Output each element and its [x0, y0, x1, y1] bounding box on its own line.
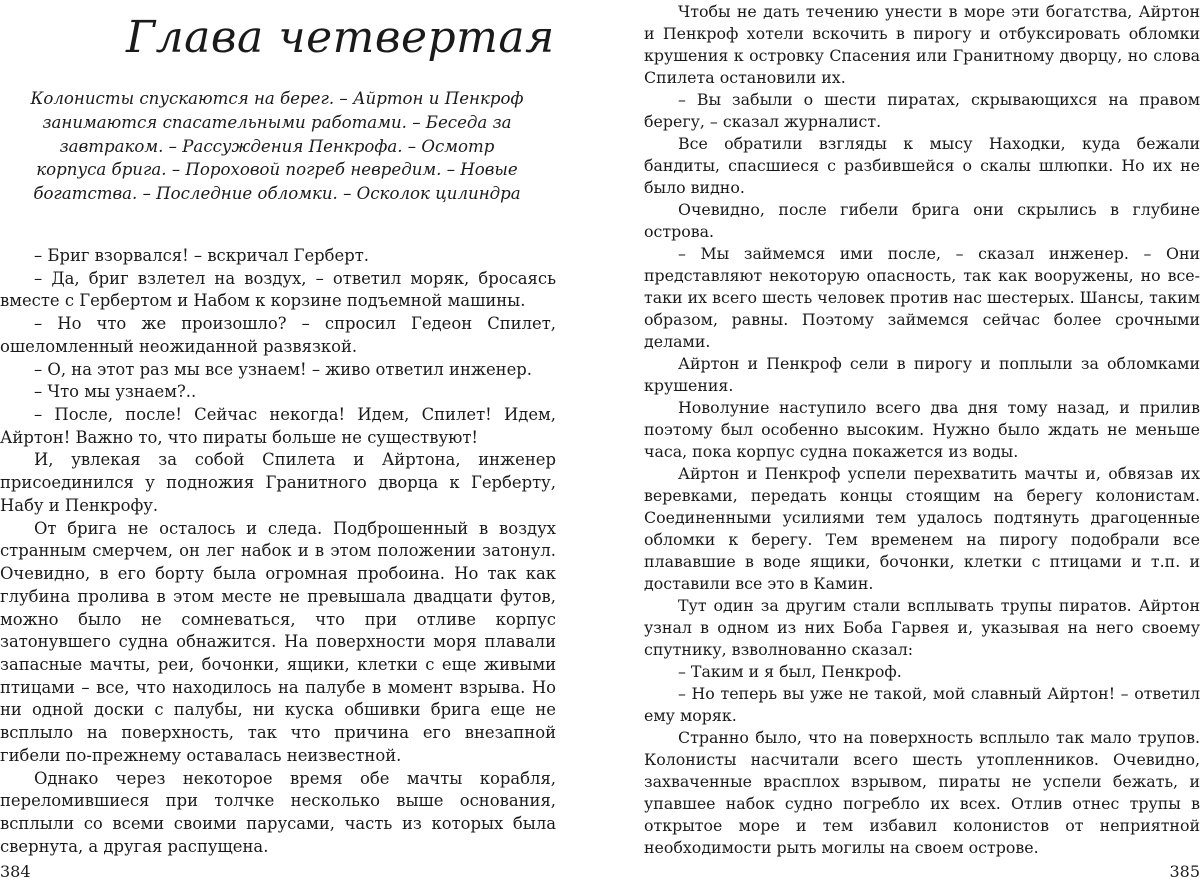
paragraph: Айртон и Пенкроф успели перехватить мачты и, обвязав их веревками, передать концы стоящим на берегу колонистам. Соединенными усилиями тем удалось подтянуть драгоценные обломки к берегу. Тем временем на пирогу подобрали все плававшие в воде ящики, бочонки, клетки с птицами и т.п. и доставили все это в Камин.	[644, 464, 1200, 593]
right-page-body	[644, 1, 1200, 859]
paragraph: – Что мы узнаем?..	[34, 382, 197, 402]
paragraph: – О, на этот раз мы все узнаем! – живо ответил инженер.	[34, 359, 532, 379]
paragraph: Тут один за другим стали всплывать трупы пиратов. Айртон узнал в одном из них Боба Гарвея и, указывая на него своему спутнику, взволнованно сказал:	[644, 596, 1200, 659]
chapter-summary: Колонисты спускаются на берег. – Айртон и Пенкроф занимаются спасательными работами. – Беседа за завтраком. – Рассуждения Пенкрофа. – Осмотр корпуса брига. – Пороховой погреб невредим. – Новые богатства. – Последние обломки. – Осколок цилиндра	[30, 89, 524, 204]
paragraph: Странно было, что на поверхность всплыло так мало трупов. Колонисты насчитали всего шесть утопленников. Очевидно, захваченные врасплох взрывом, пираты не успели бежать, и упавшее набок судно погребло их всех. Отлив отнес трупы в открытое море и тем избавил колонистов от неприятной необходимости рыть могилы на своем острове.	[644, 728, 1200, 857]
paragraph: – Бриг взорвался! – вскричал Герберт.	[34, 246, 370, 265]
chapter-title: Глава четвертая	[126, 12, 555, 63]
paragraph: – Мы займемся ими после, – сказал инженер. – Они представляют некоторую опасность, так как вооружены, но все-таки их всего шесть человек против нас шестерых. Шансы, таким образом, равны. Поэтому займемся сейчас более срочными делами.	[644, 244, 1200, 351]
paragraph: – После, после! Сейчас некогда! Идем, Спилет! Идем, Айртон! Важно то, что пираты больше не существуют!	[0, 405, 556, 447]
paragraph: – Но что же произошло? – спросил Гедеон Спилет, ошеломленный неожиданной развязкой.	[0, 314, 556, 356]
paragraph: – Таким и я был, Пенкроф.	[678, 662, 902, 681]
paragraph: Очевидно, после гибели брига они скрылись в глубине острова.	[644, 200, 1200, 241]
paragraph: От брига не осталось и следа. Подброшенный в воздух странным смерчем, он лег набок и в этом положении затонул. Очевидно, в его борту была огромная пробоина. Но так как глубина пролива в этом месте не превышала двадцати футов, можно было не сомневаться, что при отливе корпус затонувшего судна обнажится. На поверхности моря плавали запасные мачты, реи, бочонки, ящики, клетки с еще живыми птицами – все, что находилось на палубе в момент взрыва. Но ни одной доски с палубы, ни куска обшивки брига еще не всплыло на поверхность, так что причина его внезапной гибели по-прежнему оставалась неизвестной.	[0, 518, 556, 765]
paragraph: Чтобы не дать течению унести в море эти богатства, Айртон и Пенкроф хотели вскочить в пирогу и отбуксировать обломки крушения к островку Спасения или Гранитному дворцу, но слова Спилета остановили их.	[644, 2, 1200, 87]
paragraph: – Но теперь вы уже не такой, мой славный Айртон! – ответил ему моряк.	[644, 684, 1200, 725]
paragraph: – Вы забыли о шести пиратах, скрывающихся на правом берегу, – сказал журналист.	[644, 90, 1200, 131]
page-number: 384	[0, 862, 31, 881]
left-page-body	[0, 245, 556, 858]
paragraph: Новолуние наступило всего два дня тому назад, и прилив поэтому был особенно высоким. Нужно было ждать не меньше часа, пока корпус судна покажется из воды.	[644, 398, 1200, 461]
paragraph: – Да, бриг взлетел на воздух, – ответил моряк, бросаясь вместе с Гербертом и Набом к корзине подъемной машины.	[0, 268, 556, 311]
paragraph: Однако через некоторое время обе мачты корабля, переломившиеся при толчке несколько выше основания, всплыли со всеми своими парусами, часть из которых была свернута, а другая распущена.	[0, 768, 556, 856]
paragraph: Все обратили взгляды к мысу Находки, куда бежали бандиты, спасшиеся с разбившейся о скалы шлюпки. Но их не было видно.	[644, 134, 1200, 197]
left-page	[0, 0, 556, 886]
right-page	[644, 0, 1200, 886]
paragraph: Айртон и Пенкроф сели в пирогу и поплыли за обломками крушения.	[644, 354, 1200, 395]
page-number: 385	[1169, 862, 1200, 881]
paragraph: И, увлекая за собой Спилета и Айртона, инженер присоединился у подножия Гранитного дворца к Герберту, Набу и Пенкрофу.	[0, 450, 556, 515]
